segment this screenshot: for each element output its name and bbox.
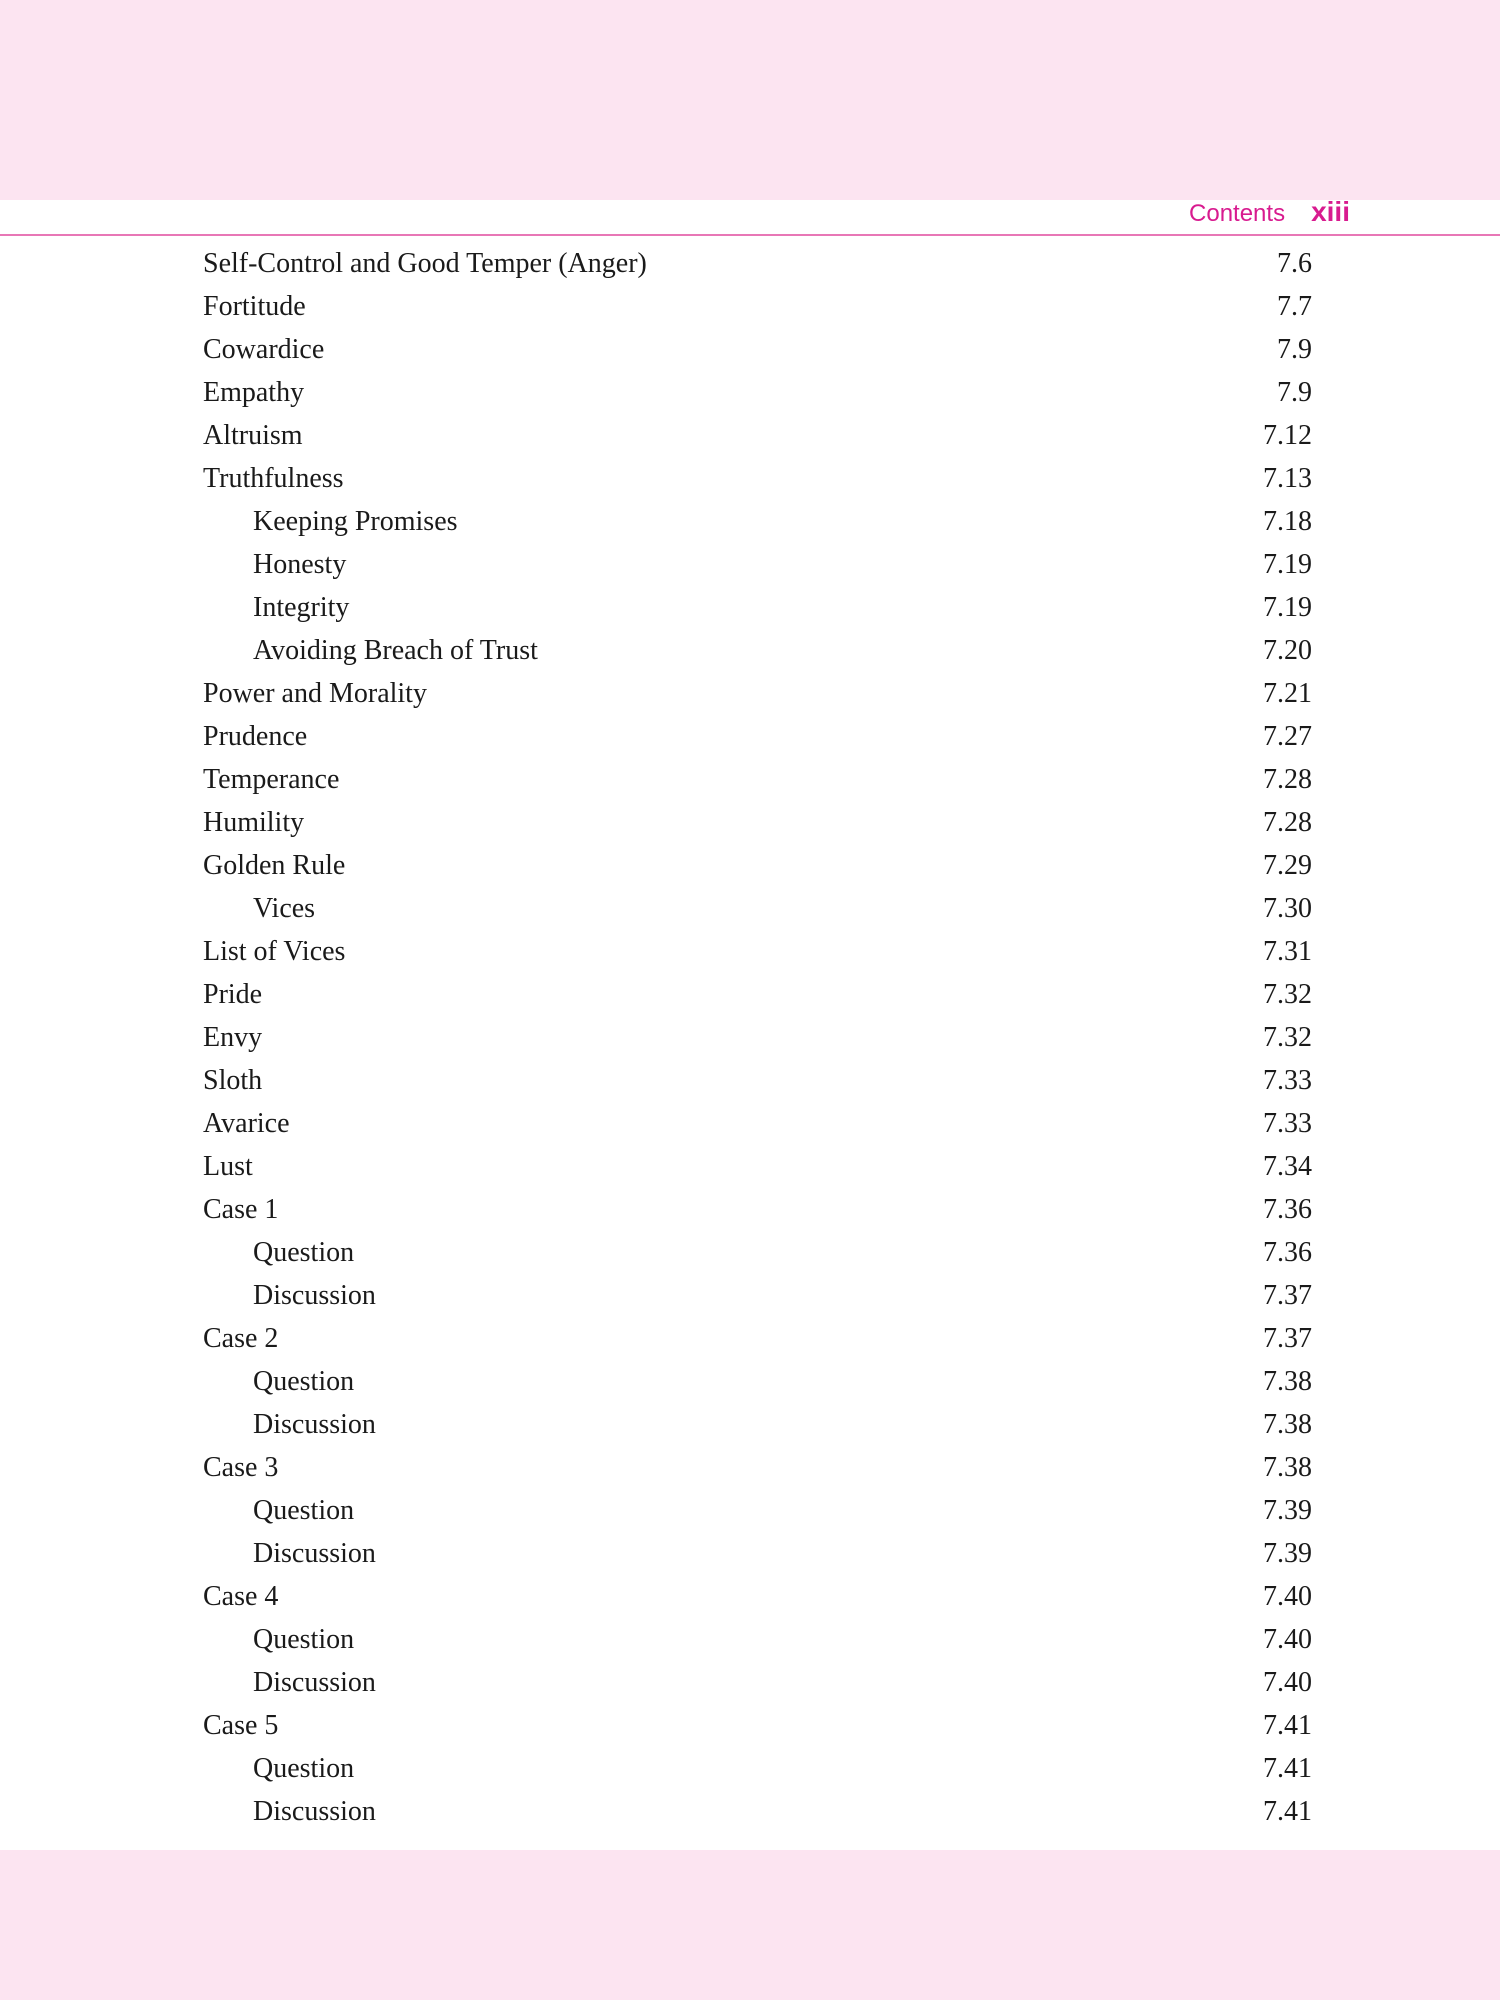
toc-entry-page: 7.31 xyxy=(1263,936,1312,967)
toc-entry xyxy=(0,758,1500,801)
toc-entry-title: Self-Control and Good Temper (Anger) xyxy=(203,248,647,279)
toc-entry-page: 7.37 xyxy=(1263,1323,1312,1354)
toc-entry-page: 7.32 xyxy=(1263,1022,1312,1053)
toc-entry-title: Question xyxy=(253,1495,355,1526)
toc-entry-page: 7.19 xyxy=(1263,592,1312,623)
toc-entry-page: 7.9 xyxy=(1277,334,1312,365)
toc-entry-page: 7.20 xyxy=(1263,635,1312,666)
toc-entry-page: 7.38 xyxy=(1263,1366,1312,1397)
toc-entry xyxy=(0,1747,1500,1790)
toc-entry xyxy=(0,1360,1500,1403)
toc-entry xyxy=(0,973,1500,1016)
toc-entry xyxy=(0,414,1500,457)
toc-entry-title: Humility xyxy=(203,807,305,838)
toc-entry-title: Honesty xyxy=(253,549,347,580)
toc-entry-page: 7.33 xyxy=(1263,1065,1312,1096)
toc-entry xyxy=(0,328,1500,371)
toc-entry-page: 7.38 xyxy=(1263,1409,1312,1440)
toc-entry xyxy=(0,1489,1500,1532)
toc-entry-page: 7.33 xyxy=(1263,1108,1312,1139)
toc-entry-page: 7.41 xyxy=(1263,1710,1312,1741)
toc-entry-title: Truthfulness xyxy=(203,463,344,494)
toc-entry xyxy=(0,543,1500,586)
toc-entry xyxy=(0,1231,1500,1274)
toc-entry xyxy=(0,1145,1500,1188)
toc-entry-title: Case 5 xyxy=(203,1710,279,1741)
header-rule xyxy=(0,234,1500,236)
toc-entry-page: 7.39 xyxy=(1263,1495,1312,1526)
running-header-label: Contents xyxy=(1189,200,1286,227)
toc-entry-page: 7.12 xyxy=(1263,420,1312,451)
toc-entry xyxy=(0,801,1500,844)
toc-entry-title: Empathy xyxy=(203,377,305,408)
toc-entry-title: Question xyxy=(253,1366,355,1397)
toc-entry xyxy=(0,715,1500,758)
toc-entry-page: 7.7 xyxy=(1277,291,1312,322)
toc-entry xyxy=(0,1188,1500,1231)
toc-entry-title: Question xyxy=(253,1624,355,1655)
toc-entry xyxy=(0,1317,1500,1360)
toc-entry xyxy=(0,285,1500,328)
toc-entry xyxy=(0,242,1500,285)
toc-entry xyxy=(0,844,1500,887)
toc-entry xyxy=(0,1403,1500,1446)
toc-entry xyxy=(0,1274,1500,1317)
toc-entry xyxy=(0,629,1500,672)
toc-entry xyxy=(0,1661,1500,1704)
toc-entry-title: Cowardice xyxy=(203,334,325,365)
toc-entry-title: Power and Morality xyxy=(203,678,427,709)
toc-entry-title: Envy xyxy=(203,1022,263,1053)
toc-entry-title: Discussion xyxy=(253,1796,376,1827)
toc-entry-page: 7.6 xyxy=(1277,248,1312,279)
toc-entry-title: Avoiding Breach of Trust xyxy=(253,635,538,666)
toc-entry-page: 7.30 xyxy=(1263,893,1312,924)
toc-entry-title: Avarice xyxy=(203,1108,290,1139)
toc-entry xyxy=(0,586,1500,629)
toc-entry-title: Lust xyxy=(203,1151,253,1182)
toc-entry-title: Question xyxy=(253,1753,355,1784)
toc-entry xyxy=(0,1059,1500,1102)
toc-entry-page: 7.9 xyxy=(1277,377,1312,408)
toc-entry-page: 7.40 xyxy=(1263,1624,1312,1655)
toc-entry-title: Temperance xyxy=(203,764,340,795)
toc-entry-page: 7.34 xyxy=(1263,1151,1312,1182)
top-margin-band xyxy=(0,0,1500,200)
toc-entry xyxy=(0,1704,1500,1747)
toc-entry xyxy=(0,371,1500,414)
toc-entry xyxy=(0,930,1500,973)
toc-entry-title: Keeping Promises xyxy=(253,506,458,537)
toc-entry-title: Question xyxy=(253,1237,355,1268)
toc-entry-page: 7.38 xyxy=(1263,1452,1312,1483)
toc-entry-page: 7.40 xyxy=(1263,1581,1312,1612)
toc-entry xyxy=(0,1446,1500,1489)
toc-entry-title: Discussion xyxy=(253,1667,376,1698)
toc-entry-title: Sloth xyxy=(203,1065,263,1096)
toc-entry-title: Case 2 xyxy=(203,1323,279,1354)
toc-entry xyxy=(0,457,1500,500)
toc-entry-page: 7.40 xyxy=(1263,1667,1312,1698)
toc-entry-title: Integrity xyxy=(253,592,350,623)
toc-entry-title: List of Vices xyxy=(203,936,346,967)
toc-entry-title: Discussion xyxy=(253,1280,376,1311)
toc-entry xyxy=(0,1575,1500,1618)
toc-list xyxy=(0,242,1500,1833)
toc-entry-page: 7.27 xyxy=(1263,721,1312,752)
toc-entry xyxy=(0,1016,1500,1059)
toc-entry xyxy=(0,1618,1500,1661)
toc-entry-title: Vices xyxy=(253,893,316,924)
toc-entry-page: 7.28 xyxy=(1263,764,1312,795)
toc-entry xyxy=(0,500,1500,543)
toc-entry xyxy=(0,1532,1500,1575)
toc-entry-title: Case 4 xyxy=(203,1581,279,1612)
toc-entry-page: 7.39 xyxy=(1263,1538,1312,1569)
toc-entry-page: 7.29 xyxy=(1263,850,1312,881)
toc-entry-title: Case 1 xyxy=(203,1194,279,1225)
toc-entry-title: Discussion xyxy=(253,1538,376,1569)
toc-entry xyxy=(0,1102,1500,1145)
toc-entry-page: 7.41 xyxy=(1263,1753,1312,1784)
toc-entry-page: 7.36 xyxy=(1263,1237,1312,1268)
page-number: xiii xyxy=(1311,196,1350,227)
toc-entry-page: 7.41 xyxy=(1263,1796,1312,1827)
toc-entry-title: Golden Rule xyxy=(203,850,346,881)
toc-entry-page: 7.28 xyxy=(1263,807,1312,838)
toc-entry-page: 7.13 xyxy=(1263,463,1312,494)
bottom-margin-band xyxy=(0,1850,1500,2000)
toc-entry-page: 7.18 xyxy=(1263,506,1312,537)
toc-entry-title: Altruism xyxy=(203,420,303,451)
toc-entry-page: 7.21 xyxy=(1263,678,1312,709)
toc-entry-title: Pride xyxy=(203,979,263,1010)
toc-entry-title: Prudence xyxy=(203,721,308,752)
running-header xyxy=(1189,196,1350,230)
toc-entry-page: 7.19 xyxy=(1263,549,1312,580)
toc-entry xyxy=(0,1790,1500,1833)
toc-entry-page: 7.37 xyxy=(1263,1280,1312,1311)
toc-entry-page: 7.32 xyxy=(1263,979,1312,1010)
toc-entry-title: Discussion xyxy=(253,1409,376,1440)
toc-entry-title: Fortitude xyxy=(203,291,306,322)
toc-entry xyxy=(0,887,1500,930)
toc-entry xyxy=(0,672,1500,715)
toc-entry-page: 7.36 xyxy=(1263,1194,1312,1225)
toc-entry-title: Case 3 xyxy=(203,1452,279,1483)
